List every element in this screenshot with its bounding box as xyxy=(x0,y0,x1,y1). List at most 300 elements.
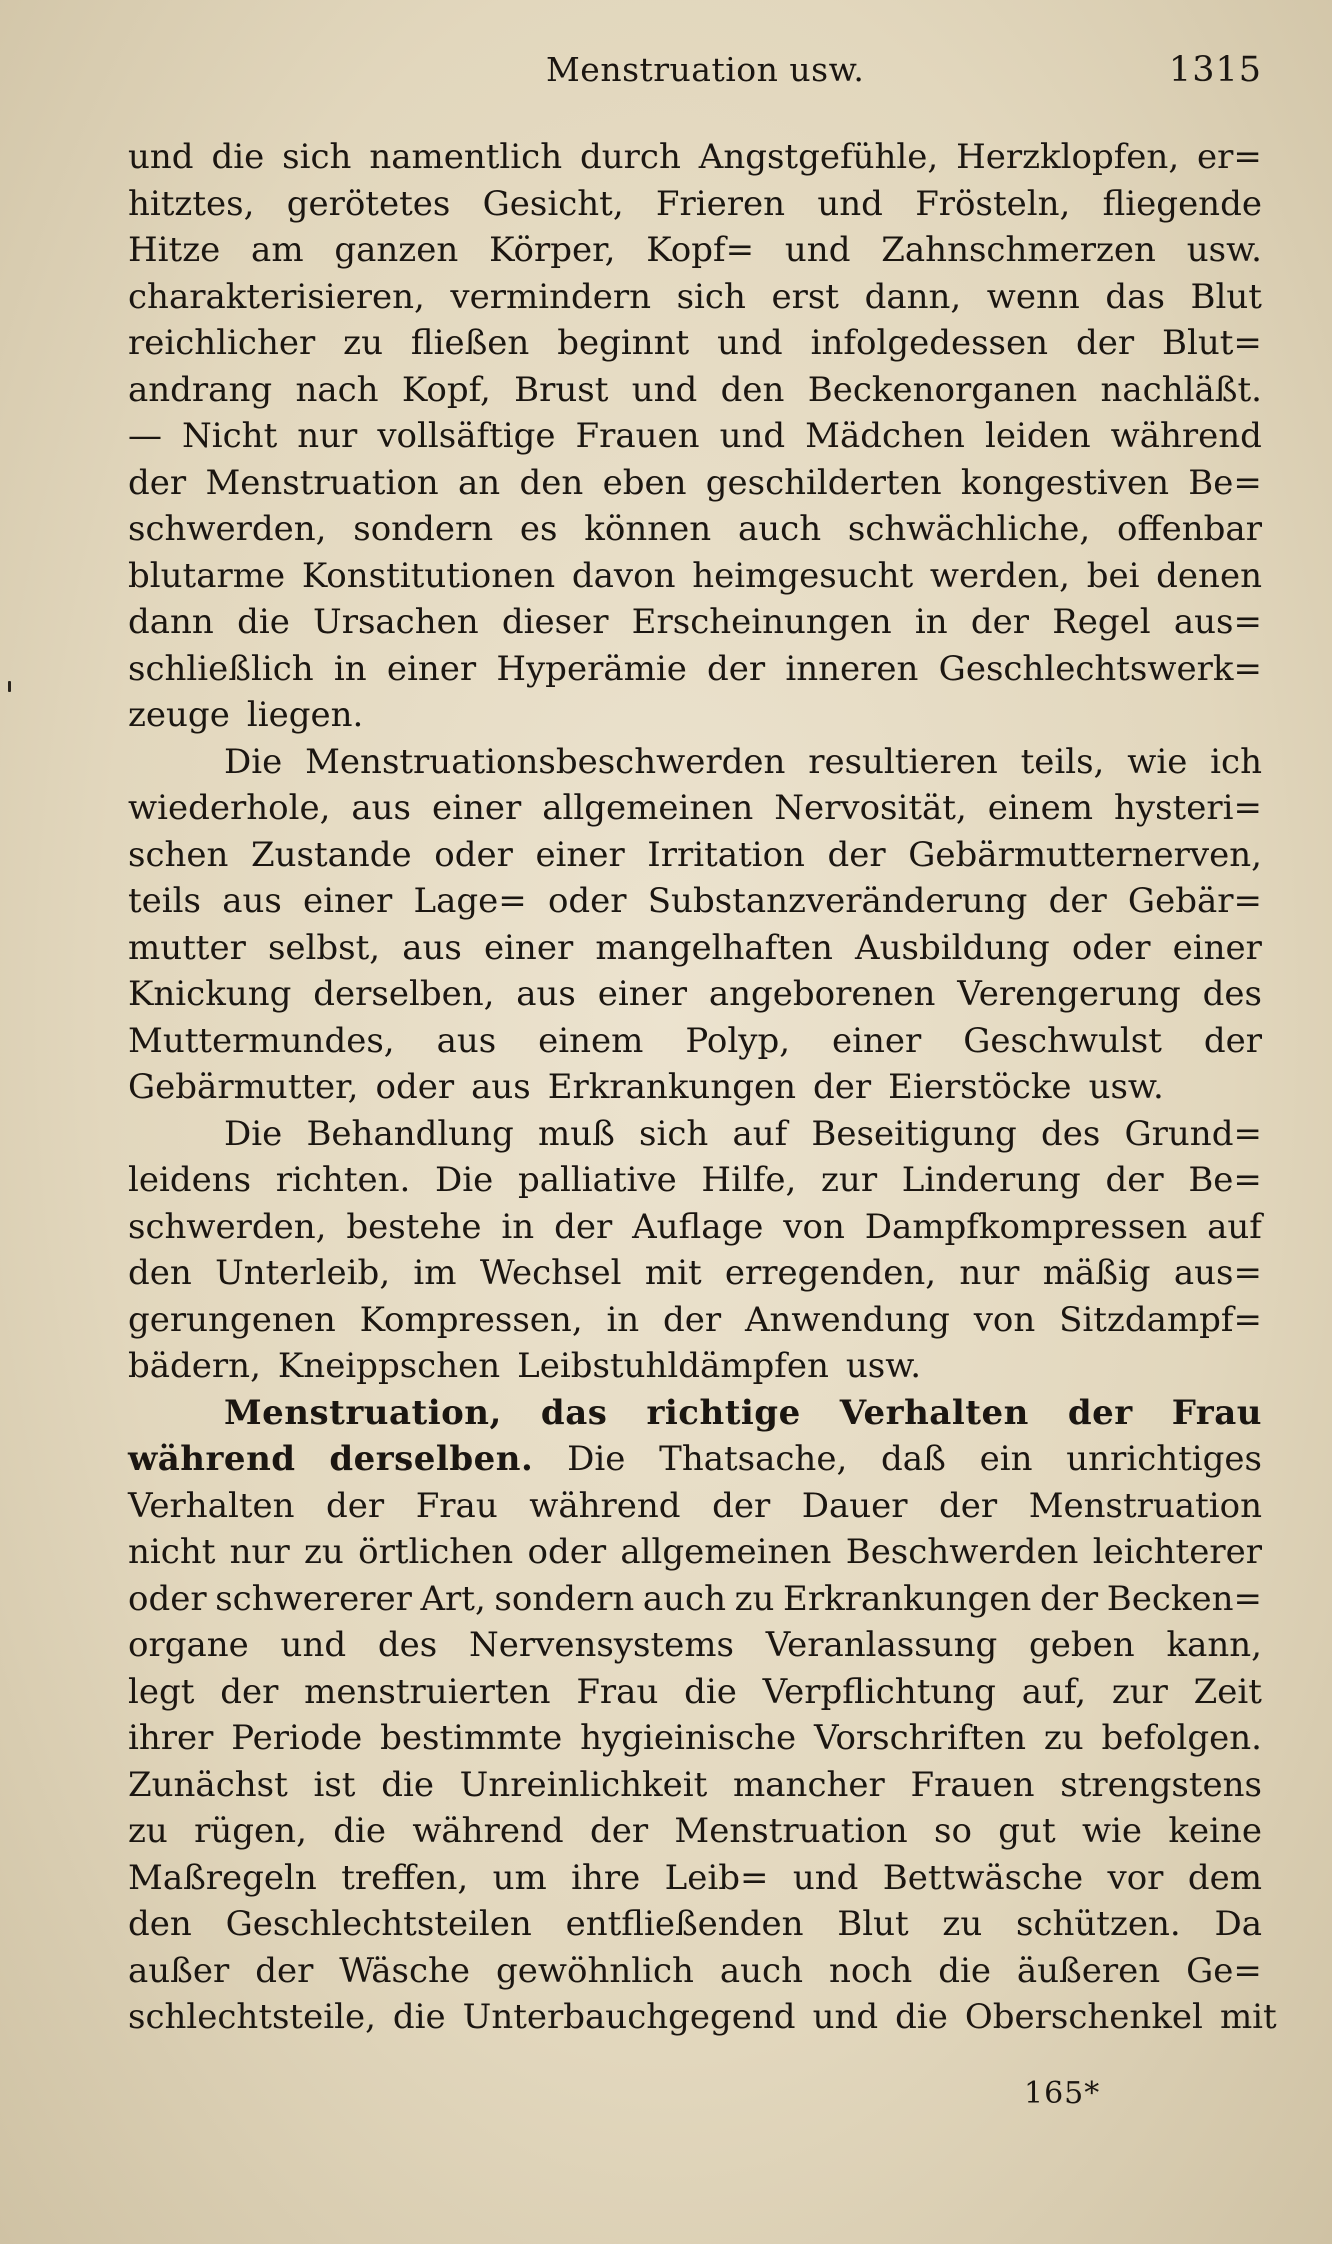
word: während xyxy=(412,1811,564,1851)
word: den xyxy=(519,462,584,503)
word: gerungenen xyxy=(128,1299,336,1340)
word: und xyxy=(812,1997,879,2037)
word: Hilfe, xyxy=(701,1160,797,1200)
word: Leib= xyxy=(664,1857,769,1898)
word: Frau xyxy=(576,1671,659,1712)
word: Substanzveränderung xyxy=(647,881,1028,921)
word: Zustande xyxy=(250,834,412,875)
text-line xyxy=(128,1855,1262,1902)
section-heading-word: der xyxy=(1067,1392,1133,1433)
text-line xyxy=(128,181,1262,228)
word: gut xyxy=(998,1811,1056,1851)
word: hysteri= xyxy=(1113,788,1262,828)
word: vollsäftige xyxy=(377,416,556,456)
word: usw. xyxy=(845,1346,922,1386)
word: der xyxy=(255,1950,314,1991)
word: er= xyxy=(1197,137,1262,177)
word: der xyxy=(707,648,766,689)
word: nach xyxy=(295,369,379,410)
word: mutter xyxy=(128,927,246,968)
word: Hyperämie xyxy=(496,648,687,689)
word: schwerden, xyxy=(128,509,327,549)
word: ich xyxy=(1210,741,1262,782)
word: Da xyxy=(1214,1904,1262,1944)
word: teils xyxy=(128,881,201,921)
word: infolgedessen xyxy=(810,323,1049,363)
word: äußeren xyxy=(1016,1950,1161,1991)
word: ihre xyxy=(571,1857,641,1898)
word: der xyxy=(1203,1020,1262,1061)
text-line xyxy=(128,832,1262,879)
text-line xyxy=(128,599,1262,646)
word: gerötetes xyxy=(286,183,451,224)
word: Be= xyxy=(1188,1160,1262,1200)
word: Menstruation xyxy=(1028,1485,1262,1526)
word: schwererer xyxy=(215,1578,412,1619)
word: der xyxy=(1048,881,1107,921)
text-line xyxy=(128,1111,1262,1158)
word: liegen. xyxy=(246,695,364,735)
word: fließen xyxy=(410,323,530,363)
word: usw. xyxy=(1186,230,1262,270)
word: gewöhnlich xyxy=(496,1950,694,1991)
word: den xyxy=(128,1253,192,1293)
word: Herzklopfen, xyxy=(956,137,1180,177)
word: im xyxy=(413,1253,457,1293)
word: und xyxy=(719,416,786,456)
word: in xyxy=(914,602,948,642)
word: fliegende xyxy=(1102,183,1262,224)
word: charakterisieren, xyxy=(128,276,425,317)
word: zeuge xyxy=(128,695,230,735)
text-line xyxy=(128,925,1262,972)
word: der xyxy=(326,1485,385,1526)
word: der xyxy=(554,1206,613,1247)
word: bädern, xyxy=(128,1346,261,1386)
word: geben xyxy=(1029,1625,1135,1665)
word: mangelhaften xyxy=(595,927,833,968)
word: Ursachen xyxy=(313,602,479,642)
word: in xyxy=(606,1299,640,1340)
word: Polyp, xyxy=(685,1020,791,1061)
word: aus= xyxy=(1173,602,1262,642)
text-line xyxy=(128,1297,1262,1344)
word: der xyxy=(1105,1160,1164,1200)
word: mit xyxy=(1219,1997,1277,2037)
word: daß xyxy=(881,1439,946,1479)
word: usw. xyxy=(1088,1067,1164,1107)
word: Beseitigung xyxy=(811,1113,1017,1154)
word: zu xyxy=(734,1578,775,1619)
word: zu xyxy=(942,1904,983,1944)
word: Blut= xyxy=(1162,323,1262,363)
word: Menstruation xyxy=(205,462,439,503)
text-line xyxy=(128,1715,1262,1762)
word: einer xyxy=(831,1020,922,1061)
word: davon xyxy=(571,555,676,596)
word: die xyxy=(333,1811,386,1851)
word: in xyxy=(333,648,367,689)
word: und xyxy=(717,323,783,363)
word: eben xyxy=(602,462,687,503)
word: um xyxy=(492,1857,547,1898)
word: sich xyxy=(282,137,352,177)
word: Dauer xyxy=(801,1485,908,1526)
word: dieser xyxy=(501,602,609,642)
word: richten. xyxy=(275,1160,411,1200)
word: der xyxy=(970,602,1029,642)
text-line xyxy=(128,739,1262,786)
text-line xyxy=(128,1157,1262,1204)
word: leiden xyxy=(984,416,1091,456)
word: von xyxy=(973,1299,1036,1340)
word: auf, xyxy=(1021,1671,1087,1712)
word: den xyxy=(128,1904,192,1944)
word: Gebär= xyxy=(1127,881,1262,921)
word: zur xyxy=(821,1160,878,1200)
word: vermindern xyxy=(450,276,652,317)
text-line xyxy=(128,1436,1262,1483)
running-head: Menstruation usw. xyxy=(546,50,865,89)
text-line xyxy=(128,1669,1262,1716)
word: Unterbauchgegend xyxy=(462,1997,796,2037)
word: beginnt xyxy=(557,323,690,363)
word: und xyxy=(784,230,851,270)
word: Verhalten xyxy=(128,1485,295,1526)
word: Dampfkompressen xyxy=(864,1206,1188,1247)
word: Becken= xyxy=(1106,1578,1262,1619)
word: Kompressen, xyxy=(359,1299,583,1340)
word: derselben, xyxy=(313,974,495,1014)
word: Grund= xyxy=(1124,1113,1262,1154)
word: des xyxy=(377,1625,438,1665)
text-line xyxy=(128,646,1262,693)
word: Auflage xyxy=(632,1206,764,1247)
word: palliative xyxy=(517,1160,677,1200)
word: die xyxy=(938,1950,991,1991)
word: und xyxy=(280,1625,347,1665)
word: und xyxy=(128,137,194,177)
word: Nicht xyxy=(182,416,278,456)
word: vor xyxy=(1107,1857,1164,1898)
section-heading-word: während xyxy=(128,1439,296,1479)
word: des xyxy=(1202,974,1262,1014)
section-heading-word: Verhalten xyxy=(839,1392,1029,1433)
word: Erkrankungen xyxy=(783,1578,1032,1619)
word: noch xyxy=(828,1950,913,1991)
word: Nervensystems xyxy=(468,1625,734,1665)
word: mit xyxy=(644,1253,702,1293)
word: einer xyxy=(483,927,574,968)
word: aus xyxy=(471,1067,531,1107)
body-text xyxy=(128,134,1277,2041)
word: allgemeinen xyxy=(620,1532,832,1572)
word: Geschlechtsteilen xyxy=(225,1904,532,1944)
word: oder xyxy=(1071,927,1151,968)
word: einer xyxy=(386,648,477,689)
text-line xyxy=(128,506,1262,553)
word: schützen. xyxy=(1016,1904,1181,1944)
text-line xyxy=(128,1576,1262,1623)
page-header xyxy=(128,40,1262,110)
word: Anwendung xyxy=(744,1299,950,1340)
word: nur xyxy=(229,1532,290,1572)
word: Frieren xyxy=(655,183,786,224)
word: heimgesucht xyxy=(692,555,914,596)
word: bei xyxy=(1086,555,1140,596)
paragraph xyxy=(128,739,1262,1111)
word: aus xyxy=(351,788,411,828)
word: zu xyxy=(304,1532,344,1572)
word: Mädchen xyxy=(805,416,965,456)
text-line xyxy=(128,1204,1262,1251)
word: einer xyxy=(431,788,522,828)
text-line xyxy=(128,1250,1262,1297)
word: Periode xyxy=(231,1718,363,1758)
word: Oberschenkel xyxy=(964,1997,1203,2037)
word: — xyxy=(128,416,162,456)
word: ganzen xyxy=(334,230,459,270)
word: oder xyxy=(128,1578,207,1619)
word: oder xyxy=(547,881,627,921)
paragraph xyxy=(128,1390,1277,2041)
word: können xyxy=(584,509,712,549)
word: in xyxy=(501,1206,535,1247)
word: aus= xyxy=(1173,1253,1262,1293)
word: bestimmte xyxy=(380,1718,563,1758)
word: der xyxy=(813,1067,872,1107)
word: der xyxy=(128,462,187,503)
word: Ausbildung xyxy=(855,927,1050,968)
word: Veranlassung xyxy=(765,1625,998,1665)
word: ihrer xyxy=(128,1718,214,1758)
text-line xyxy=(128,274,1262,321)
paragraph xyxy=(128,134,1262,739)
word: auch xyxy=(719,1950,803,1991)
word: kann, xyxy=(1166,1625,1262,1665)
word: der xyxy=(712,1485,771,1526)
word: Erscheinungen xyxy=(631,602,892,642)
word: der xyxy=(827,834,886,875)
section-heading-word: das xyxy=(540,1392,608,1433)
section-heading-word: derselben. xyxy=(329,1439,534,1479)
word: dem xyxy=(1187,1857,1262,1898)
word: dann, xyxy=(864,276,962,317)
word: Unreinlichkeit xyxy=(459,1764,708,1805)
word: der xyxy=(1039,1578,1099,1619)
text-line xyxy=(128,1762,1262,1809)
text-line xyxy=(128,553,1262,600)
word: schwächliche, xyxy=(847,509,1091,549)
word: die xyxy=(392,1997,446,2037)
word: Menstruationsbeschwerden xyxy=(305,741,786,782)
word: keine xyxy=(1168,1811,1262,1851)
word: andrang xyxy=(128,369,273,410)
word: Vorschriften xyxy=(814,1718,1026,1758)
word: Irritation xyxy=(647,834,805,875)
word: die xyxy=(381,1764,434,1805)
word: Verengerung xyxy=(957,974,1181,1014)
word: treffen, xyxy=(341,1857,469,1898)
word: Angstgefühle, xyxy=(698,137,939,177)
word: Gebärmutternerven, xyxy=(908,834,1262,875)
word: erst xyxy=(771,276,839,317)
word: der xyxy=(1075,323,1135,363)
word: während xyxy=(529,1485,681,1526)
word: Frauen xyxy=(575,416,700,456)
word: Zeit xyxy=(1193,1671,1262,1712)
word: einer xyxy=(1172,927,1262,968)
text-line xyxy=(128,692,1262,739)
word: auch xyxy=(642,1578,726,1619)
word: einer xyxy=(535,834,625,875)
word: erregenden, xyxy=(724,1253,937,1293)
word: menstruierten xyxy=(304,1671,551,1712)
word: Frauen xyxy=(910,1764,1035,1805)
word: geschilderten xyxy=(705,462,942,503)
word: und xyxy=(792,1857,859,1898)
word: zu xyxy=(128,1811,168,1851)
word: bestehe xyxy=(346,1206,482,1247)
word: Geschwulst xyxy=(963,1020,1162,1061)
word: der xyxy=(939,1485,998,1526)
word: Thatsache, xyxy=(659,1439,848,1479)
word: rügen, xyxy=(194,1811,307,1851)
word: es xyxy=(519,509,558,549)
word: ist xyxy=(313,1764,356,1805)
word: Geschlechtswerk= xyxy=(938,648,1262,689)
word: Hitze xyxy=(128,230,221,270)
word: entfließenden xyxy=(565,1904,804,1944)
word: oder xyxy=(527,1532,607,1572)
word: offenbar xyxy=(1117,509,1262,549)
word: einer xyxy=(303,881,393,921)
word: werden, xyxy=(929,555,1070,596)
word: teils, xyxy=(1020,741,1105,782)
word: während xyxy=(1110,416,1262,456)
word: Maßregeln xyxy=(128,1857,317,1898)
word: leidens xyxy=(128,1160,252,1200)
text-line xyxy=(128,1901,1262,1948)
word: kongestiven xyxy=(960,462,1169,503)
word: Zunächst xyxy=(128,1764,288,1805)
word: Bettwäsche xyxy=(882,1857,1084,1898)
word: wiederhole, xyxy=(128,788,331,828)
text-line xyxy=(128,1808,1262,1855)
text-line xyxy=(128,1483,1262,1530)
word: Die xyxy=(435,1160,494,1200)
signature-mark: 165* xyxy=(1024,2076,1101,2111)
word: Leibstuhldämpfen xyxy=(517,1346,829,1386)
word: befolgen. xyxy=(1101,1718,1262,1758)
word: einer xyxy=(597,974,688,1014)
text-line xyxy=(128,134,1262,181)
word: Menstruation xyxy=(674,1811,908,1851)
word: schen xyxy=(128,834,229,875)
word: Frau xyxy=(415,1485,498,1526)
word: an xyxy=(458,462,501,503)
word: aus xyxy=(436,1020,497,1061)
word: einem xyxy=(987,788,1094,828)
word: Blut xyxy=(1190,276,1262,317)
word: schwerden, xyxy=(128,1206,327,1247)
word: unrichtiges xyxy=(1066,1439,1262,1479)
word: organe xyxy=(128,1625,249,1665)
word: Konstitutionen xyxy=(301,555,556,596)
word: aus xyxy=(516,974,576,1014)
word: des xyxy=(1040,1113,1101,1154)
text-line xyxy=(128,1622,1262,1669)
word: angeborenen xyxy=(708,974,936,1014)
text-line xyxy=(128,367,1262,414)
section-heading-word: Frau xyxy=(1171,1392,1262,1433)
word: Die xyxy=(224,741,283,782)
word: von xyxy=(783,1206,845,1247)
word: namentlich xyxy=(369,137,563,177)
word: Kopf, xyxy=(401,369,491,410)
word: die xyxy=(211,137,265,177)
word: Zahnschmerzen xyxy=(881,230,1156,270)
word: Verpflichtung xyxy=(762,1671,996,1712)
word: Gebärmutter, xyxy=(128,1067,359,1107)
word: die xyxy=(684,1671,737,1712)
word: schlechtsteile, xyxy=(128,1997,376,2037)
word: Regel xyxy=(1052,602,1151,642)
word: strengstens xyxy=(1060,1764,1262,1805)
word: Blut xyxy=(837,1904,909,1944)
margin-speck xyxy=(8,681,11,692)
text-line xyxy=(128,1064,1262,1111)
text-line xyxy=(128,227,1262,274)
text-line xyxy=(128,1018,1262,1065)
word: Muttermundes, xyxy=(128,1020,395,1061)
word: wie xyxy=(1127,741,1188,782)
word: Gesicht, xyxy=(482,183,624,224)
word: Eierstöcke xyxy=(888,1067,1072,1107)
word: Ge= xyxy=(1186,1950,1262,1991)
word: sondern xyxy=(494,1578,635,1619)
word: reichlicher xyxy=(128,323,316,363)
word: nicht xyxy=(128,1532,216,1572)
word: auf xyxy=(1207,1206,1262,1247)
word: hygieinische xyxy=(580,1718,797,1758)
word: Unterleib, xyxy=(215,1253,391,1293)
word: Beschwerden xyxy=(845,1532,1079,1572)
text-line xyxy=(128,460,1262,507)
word: Körper, xyxy=(489,230,616,270)
word: Wechsel xyxy=(479,1253,622,1293)
word: am xyxy=(251,230,304,270)
word: wenn xyxy=(986,276,1080,317)
word: Art, xyxy=(420,1578,486,1619)
word: Nervosität, xyxy=(774,788,967,828)
word: nur xyxy=(297,416,358,456)
word: nur xyxy=(959,1253,1020,1293)
word: so xyxy=(934,1811,972,1851)
word: Kneippschen xyxy=(277,1346,501,1386)
word: zu xyxy=(343,323,383,363)
word: örtlichen xyxy=(358,1532,514,1572)
word: der xyxy=(589,1811,649,1851)
word: der xyxy=(663,1299,722,1340)
word: einem xyxy=(538,1020,644,1061)
section-heading-word: Menstruation, xyxy=(224,1392,502,1433)
word: ein xyxy=(979,1439,1033,1479)
word: wie xyxy=(1081,1811,1143,1851)
text-line xyxy=(128,320,1262,367)
text-line xyxy=(128,1994,1277,2041)
word: auf xyxy=(732,1113,788,1154)
